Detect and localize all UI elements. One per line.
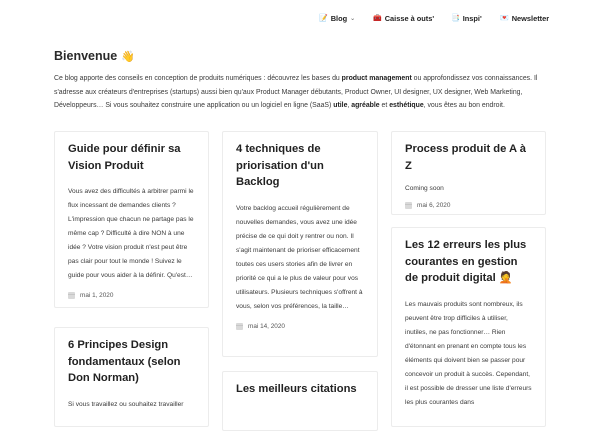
chevron-down-icon: ⌄ [350, 16, 356, 22]
post-title[interactable]: 6 Principes Design fondamentaux (selon Don Norman) [68, 339, 181, 384]
page-title [54, 49, 135, 63]
intro-text: Ce blog apporte des conseils en conception de produits numériques : découvrez les bases du [54, 75, 342, 82]
post-excerpt: Votre backlog accueil régulièrement de nouvelles demandes, vous avez une idée précise de ce qui doit y rentrer ou non. Il s'agit maintenant de prioriser efficacement toutes ces users stories afin de livrer en priorité ce qui a le plus de valeur pour vos utilisateurs. Plusieurs techniques s'offrent à vous, selon vos préférences, la taille… [236, 204, 363, 310]
top-navigation [0, 14, 600, 28]
intro-emphasis: agréable [351, 102, 380, 110]
intro-text: et [379, 102, 390, 110]
intro-text: , vous êtes au bon endroit. [423, 102, 505, 110]
nav-item-blog[interactable] [319, 14, 355, 23]
intro-text: ou approfondissez vos connaissances. Il s'adresse aux créateurs d'entreprises (startups) aussi bien qu'aux Product Manager débutants, Product Owner, UI designer, UX designer, Web Marketing, Développeurs… Si vous souhaitez construire une application ou un logiciel en ligne (SaaS) [54, 75, 538, 110]
post-card[interactable] [54, 327, 209, 427]
post-card[interactable] [54, 131, 209, 308]
bookmark-tabs-icon: 📑 [451, 15, 460, 22]
intro-emphasis: esthétique [389, 102, 424, 110]
nav-item-label: Inspi' [462, 14, 482, 23]
love-letter-icon: 💌 [500, 15, 509, 22]
post-date [405, 202, 532, 209]
nav-item-inspi[interactable] [451, 14, 482, 23]
post-excerpt: Si vous travaillez ou souhaitez travailler [68, 400, 184, 408]
post-title[interactable]: Guide pour définir sa Vision Produit [68, 143, 181, 172]
nav-item-newsletter[interactable] [500, 14, 549, 23]
nav-item-caisse[interactable] [373, 14, 434, 23]
page-title-text: Bienvenue [54, 49, 118, 63]
post-title[interactable]: Les meilleurs citations [236, 383, 357, 395]
toolbox-icon: 🧰 [373, 15, 382, 22]
calendar-icon [236, 323, 243, 330]
facepalm-icon: 🤦 [498, 272, 513, 284]
intro-emphasis: product management [341, 75, 412, 82]
post-title[interactable] [405, 237, 532, 287]
intro-emphasis: utile [333, 102, 348, 110]
waving-hand-icon: 👋 [121, 50, 135, 63]
post-date [236, 323, 364, 330]
post-date-text: mai 6, 2020 [417, 202, 451, 209]
post-card[interactable] [391, 131, 546, 215]
post-card[interactable] [222, 131, 378, 357]
calendar-icon [68, 292, 75, 299]
post-title[interactable]: 4 techniques de priorisation d'un Backlog [236, 143, 324, 188]
post-excerpt: Coming soon [405, 185, 444, 192]
calendar-icon [405, 202, 412, 209]
post-date-text: mai 1, 2020 [80, 292, 114, 299]
post-card[interactable] [222, 371, 378, 431]
post-date [68, 292, 195, 299]
intro-paragraph [54, 72, 548, 113]
nav-item-label: Caisse à outs' [384, 14, 435, 23]
post-title-text: Les 12 erreurs les plus courantes en gestion de produit digital [405, 239, 527, 284]
intro-text: , [347, 102, 352, 110]
post-excerpt: Les mauvais produits sont nombreux, ils peuvent être trop difficiles à utiliser, inutiles, ne pas fonctionner… Rien d'étonnant en prenant en compte tous les éléments qui doivent bien se passer pour concevoir un produit à succès. Cependant, il est possible de dresser une liste d'erreurs les plus courantes dans [405, 300, 532, 406]
nav-item-label: Blog [330, 14, 348, 23]
post-date-text: mai 14, 2020 [248, 322, 285, 330]
memo-icon: 📝 [319, 15, 328, 22]
nav-item-label: Newsletter [511, 14, 550, 23]
post-excerpt: Vous avez des difficultés à arbitrer parmi le flux incessant de demandes clients ? L'impression que chacun ne partage pas le même cap ? Difficulté à dire NON à une idée ? Votre vision produit n'est peut être pas clair pour tout le monde ! Suivez le guide pour vous aider à la définir. Qu'est… [68, 188, 194, 279]
post-card[interactable] [391, 227, 546, 427]
post-title[interactable]: Process produit de A à Z [405, 143, 527, 172]
